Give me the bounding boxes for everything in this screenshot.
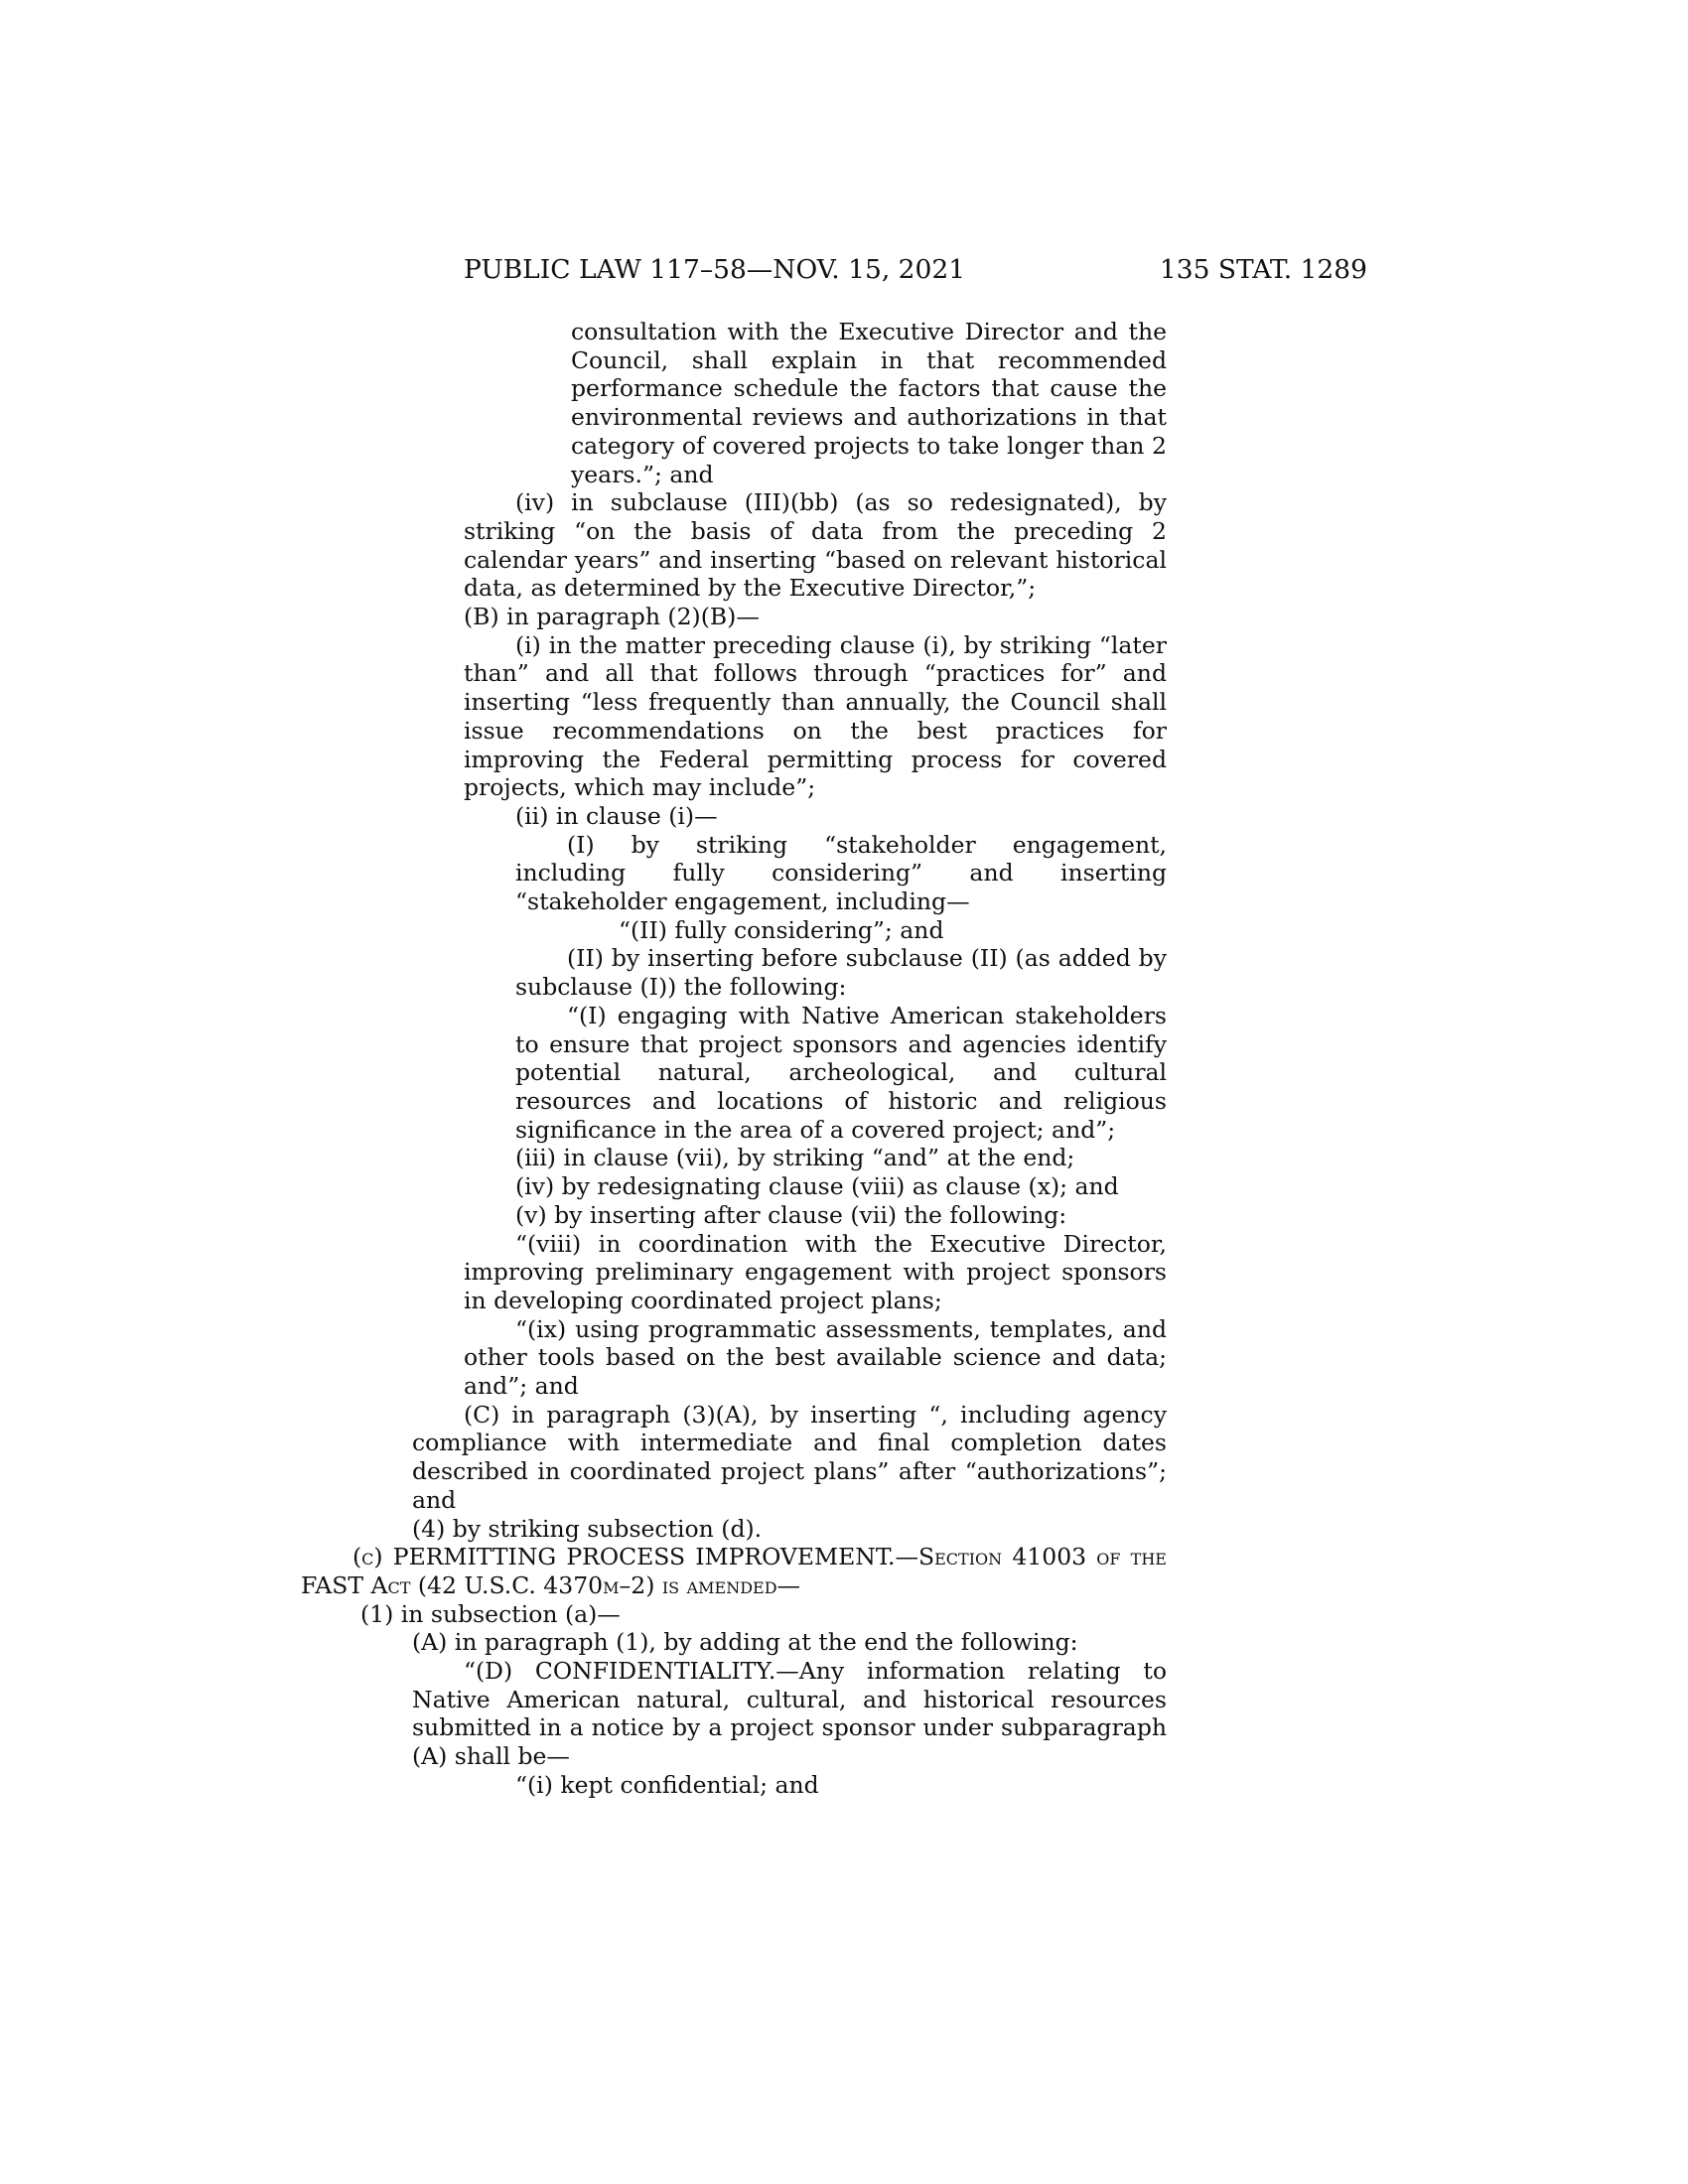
paragraph-I-engaging: “(I) engaging with Native American stakeholders to ensure that project sponsors and agencies identify potential natural, archeological, and cultural resources and locations of historic and religious significance in the area of a covered project; and”; — [515, 1001, 1167, 1144]
document-body — [0, 318, 1688, 1800]
paragraph-c-paragraph-3a: (C) in paragraph (3)(A), by inserting “, including agency compliance with intermediate and final completion dates described in coordinated project plans” after “authorizations”; and — [412, 1400, 1167, 1514]
paragraph-ii-clause: (ii) in clause (i)— — [515, 801, 718, 830]
page-header — [464, 250, 1367, 290]
paragraph-II-fully: “(II) fully considering”; and — [619, 915, 944, 944]
paragraph-d-confidentiality: “(D) CONFIDENTIALITY.—Any information relating to Native American natural, cultural, and historical resources submitted in a notice by a project sponsor under subparagraph (A) shall be— — [412, 1657, 1167, 1771]
paragraph-iv-subclause: (iv) in subclause (III)(bb) (as so redesignated), by striking “on the basis of data from the preceding 2 calendar years” and inserting “based on relevant historical data, as determined by the Executive Director,”; — [464, 488, 1167, 603]
statute-page-number: 135 STAT. 1289 — [1159, 254, 1367, 285]
paragraph-1-subsection-a: (1) in subsection (a)— — [360, 1599, 621, 1628]
paragraph-ix-programmatic: “(ix) using programmatic assessments, templates, and other tools based on the best available science and data; and”; and — [464, 1314, 1167, 1401]
paragraph-4-striking: (4) by striking subsection (d). — [412, 1514, 763, 1543]
paragraph-viii-coordination: “(viii) in coordination with the Executive Director, improving preliminary engagement with project sponsors in developing coordinated project plans; — [464, 1229, 1167, 1314]
paragraph-iv-redesignating: (iv) by redesignating clause (viii) as clause (x); and — [515, 1172, 1119, 1201]
paragraph-iii-clause: (iii) in clause (vii), by striking “and” at the end; — [515, 1144, 1075, 1172]
paragraph-I-striking: (I) by striking “stakeholder engagement, including fully considering” and inserting “stakeholder engagement, including— — [515, 830, 1167, 916]
paragraph-i-matter: (i) in the matter preceding clause (i), by striking “later than” and all that follows through “practices for” and inserting “less frequently than annually, the Council shall issue recommendations on the best practices for improving the Federal permitting process for covered projects, which may include”; — [464, 630, 1167, 802]
paragraph-i-kept-confidential: “(i) kept confidential; and — [515, 1770, 819, 1799]
paragraph-b: (B) in paragraph (2)(B)— — [464, 603, 760, 631]
paragraph-II-inserting: (II) by inserting before subclause (II) (as added by subclause (I)) the following: — [515, 944, 1167, 1002]
paragraph-a-paragraph-1: (A) in paragraph (1), by adding at the end the following: — [412, 1628, 1078, 1657]
paragraph-c-permitting: (c) PERMITTING PROCESS IMPROVEMENT.—Section 41003 of the FAST Act (42 U.S.C. 4370m–2) is amended— — [301, 1543, 1167, 1599]
running-head-title: PUBLIC LAW 117–58—NOV. 15, 2021 — [464, 254, 966, 285]
paragraph-consultation: consultation with the Executive Director and the Council, shall explain in that recommended performance schedule the factors that cause the environmental reviews and authorizations in that category of covered projects to take longer than 2 years.”; and — [571, 318, 1167, 488]
paragraph-v-inserting: (v) by inserting after clause (vii) the following: — [515, 1200, 1067, 1229]
